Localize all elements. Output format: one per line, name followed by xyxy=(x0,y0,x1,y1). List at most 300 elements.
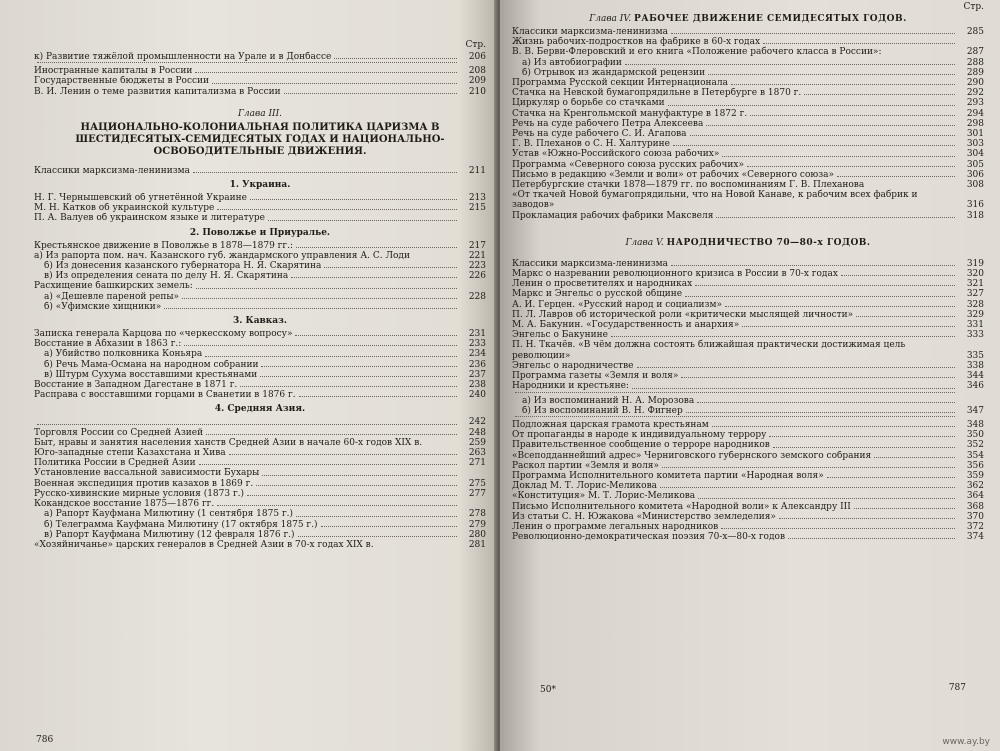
dot-leader xyxy=(298,536,457,537)
dot-leader xyxy=(37,424,457,425)
entry-title: Прокламация рабочих фабрики Максвеля xyxy=(512,210,714,221)
entry-page: 289 xyxy=(966,67,984,78)
entry-title: Классики марксизма-ленинизма xyxy=(512,258,669,269)
toc-entry xyxy=(34,390,486,400)
entry-page: 348 xyxy=(966,419,984,430)
dot-leader xyxy=(788,538,955,539)
entry-title: Русско-хивинские мирные условия (1873 г.) xyxy=(34,488,245,499)
entry-page: 329 xyxy=(966,309,984,320)
entry-page: 292 xyxy=(966,88,984,99)
entry-page: 328 xyxy=(966,299,984,310)
dot-leader xyxy=(291,277,457,278)
dot-leader xyxy=(321,526,458,527)
entry-page: 350 xyxy=(966,430,984,441)
entry-title: б) Отрывок из жандармской рецензии xyxy=(522,67,706,78)
toc-entry xyxy=(34,52,486,62)
dot-leader xyxy=(698,498,955,499)
dot-leader xyxy=(334,58,457,59)
dot-leader xyxy=(229,454,457,455)
entry-page: 333 xyxy=(966,330,984,341)
toc-entry xyxy=(512,139,984,149)
toc-entry xyxy=(34,479,486,489)
dot-leader xyxy=(324,267,457,268)
dot-leader xyxy=(673,145,955,146)
entry-title: Энгельс о народничестве xyxy=(512,360,634,371)
entry-title: Н. Г. Чернышевский об угнетённой Украине xyxy=(34,193,247,204)
toc-entry xyxy=(512,88,984,98)
dot-leader xyxy=(708,74,955,75)
dot-leader xyxy=(662,467,955,468)
toc-entry xyxy=(512,47,984,57)
dot-leader xyxy=(716,217,955,218)
toc-entry xyxy=(512,396,984,406)
entry-page: 327 xyxy=(966,289,984,300)
dot-leader xyxy=(763,43,955,44)
entry-page: 364 xyxy=(966,491,984,502)
entry-page: 234 xyxy=(468,349,486,360)
entry-page: 213 xyxy=(468,193,486,204)
entry-page: 305 xyxy=(966,159,984,170)
watermark: www.ay.by xyxy=(942,737,990,747)
section-heading: 2. Поволжье и Приуралье. xyxy=(189,227,331,238)
entry-page: 242 xyxy=(468,417,486,428)
entry-title: Маркс о назревании революционного кризиса в России в 70-х годах xyxy=(512,269,838,280)
toc-group-chapter-5 xyxy=(512,259,984,542)
entry-page: 248 xyxy=(468,427,486,438)
entry-title: Речь на суде рабочего Петра Алексеева xyxy=(512,118,704,129)
dot-leader xyxy=(695,285,955,286)
toc-entry xyxy=(34,520,486,530)
entry-page: 238 xyxy=(468,380,486,391)
toc-entry xyxy=(34,251,486,261)
toc-group-caucasus xyxy=(34,329,486,400)
entry-page: 303 xyxy=(966,139,984,150)
entry-page: 319 xyxy=(966,258,984,269)
entry-page: 263 xyxy=(468,448,486,459)
entry-page: 344 xyxy=(966,371,984,382)
entry-page: 280 xyxy=(468,529,486,540)
chapter-label: Глава V. xyxy=(625,237,664,248)
entry-page: 259 xyxy=(468,437,486,448)
toc-entry xyxy=(512,381,984,391)
entry-title: Восстание в Западном Дагестане в 1871 г. xyxy=(34,380,238,391)
entry-page: 347 xyxy=(966,405,984,416)
dot-leader xyxy=(827,477,955,478)
entry-page: 277 xyxy=(468,488,486,499)
entry-page: 228 xyxy=(468,291,486,302)
entry-title: в) Из определения сената по делу Н. Я. Скарятина xyxy=(44,271,289,282)
toc-entry xyxy=(512,532,984,542)
toc-entry xyxy=(512,361,984,371)
entry-title: В. И. Ленин о теме развития капитализма в России xyxy=(34,86,281,97)
chapter-title: НАЦИОНАЛЬНО-КОЛОНИАЛЬНАЯ ПОЛИТИКА ЦАРИЗМА В ШЕСТИДЕСЯТЫХ-СЕМИДЕСЯТЫХ ГОДАХ И НАЦИОНАЛЬНО-ОСВОБОДИТЕЛЬНЫЕ ДВИЖЕНИЯ. xyxy=(75,121,445,157)
dot-leader xyxy=(769,436,955,437)
dot-leader xyxy=(725,306,955,307)
toc-entry xyxy=(34,499,486,509)
dot-leader xyxy=(854,508,955,509)
left-page xyxy=(0,0,498,751)
dot-leader xyxy=(212,83,457,84)
dot-leader xyxy=(296,516,457,517)
dot-leader xyxy=(841,275,955,276)
dot-leader xyxy=(217,505,457,506)
dot-leader xyxy=(240,386,457,387)
entry-page: 321 xyxy=(966,279,984,290)
dot-leader xyxy=(268,220,457,221)
toc-entry xyxy=(34,360,486,370)
entry-title: Раскол партии «Земля и воля» xyxy=(512,460,659,471)
entry-page: 240 xyxy=(468,390,486,401)
entry-title: Политика России в Средней Азии xyxy=(34,458,196,469)
dot-leader xyxy=(199,464,457,465)
toc-entry xyxy=(512,160,984,170)
entry-page: 304 xyxy=(966,149,984,160)
entry-page: 293 xyxy=(966,98,984,109)
toc-entry xyxy=(34,339,486,349)
entry-title: Торговля России со Средней Азией xyxy=(34,427,204,438)
dot-leader xyxy=(299,396,457,397)
entry-title: Классики марксизма-ленинизма xyxy=(512,27,669,37)
dot-leader xyxy=(260,376,457,377)
toc-group-ukraine xyxy=(34,193,486,224)
entry-title: Записка генерала Карцова по «черкесскому вопросу» xyxy=(34,329,293,340)
toc-entry xyxy=(512,310,984,320)
entry-title: П. А. Валуев об украинском языке и литературе xyxy=(34,213,265,224)
dot-leader xyxy=(742,326,955,327)
toc-entry xyxy=(34,166,486,176)
entry-title: Военная экспедиция против казахов в 1869 г. xyxy=(34,478,254,489)
toc-entry xyxy=(512,471,984,481)
toc-entry xyxy=(512,522,984,532)
dot-leader xyxy=(217,209,457,210)
toc-entry xyxy=(512,461,984,471)
dot-leader xyxy=(295,335,457,336)
entry-page: 233 xyxy=(468,339,486,350)
toc-entry xyxy=(512,259,984,269)
entry-title: Маркс и Энгельс о русской общине xyxy=(512,289,683,300)
entry-title: Стачка на Невской бумагопрядильне в Петербурге в 1870 г. xyxy=(512,88,802,99)
toc-group-central-asia xyxy=(34,417,486,550)
entry-page: 210 xyxy=(468,86,486,97)
entry-page: 208 xyxy=(468,66,486,77)
entry-page: 294 xyxy=(966,108,984,119)
entry-title: Г. В. Плеханов о С. Н. Халтурине xyxy=(512,139,671,150)
toc-entry xyxy=(512,300,984,310)
entry-page: 362 xyxy=(966,481,984,492)
dot-leader xyxy=(731,84,955,85)
entry-page: 359 xyxy=(966,470,984,481)
entry-page: 346 xyxy=(966,381,984,392)
toc-entry xyxy=(512,37,984,47)
toc-entry xyxy=(34,349,486,359)
dot-leader xyxy=(247,495,457,496)
entry-title: Программа газеты «Земля и воля» xyxy=(512,371,679,382)
dot-leader xyxy=(196,288,457,289)
toc-entry xyxy=(34,468,486,478)
dot-leader xyxy=(660,487,955,488)
dot-leader xyxy=(779,518,955,519)
entry-title: Юго-западные степи Казахстана и Хива xyxy=(34,448,226,459)
entry-title: Восстание в Абхазии в 1863 г.: xyxy=(34,339,182,350)
toc-entry xyxy=(512,190,984,210)
toc-entry xyxy=(512,109,984,119)
toc-entry xyxy=(34,292,486,302)
entry-page: 374 xyxy=(966,532,984,543)
entry-title: Народники и крестьяне: xyxy=(512,381,629,392)
entry-page: 318 xyxy=(966,210,984,221)
dot-leader xyxy=(686,412,955,413)
entry-title: Речь на суде рабочего С. И. Агапова xyxy=(512,129,687,140)
dot-leader xyxy=(804,94,955,95)
chapter-title: НАРОДНИЧЕСТВО 70—80-х ГОДОВ. xyxy=(666,237,871,248)
entry-title: Кокандское восстание 1875—1876 гг. xyxy=(34,499,215,510)
entry-title: Крестьянское движение в Поволжье в 1878—1879 гг.: xyxy=(34,240,294,251)
toc-entry xyxy=(512,440,984,450)
entry-page: 215 xyxy=(468,203,486,214)
dot-leader xyxy=(874,457,955,458)
entry-title: Революционно-демократическая поэзия 70-х—80-х годов xyxy=(512,532,786,543)
toc-entry xyxy=(512,491,984,501)
dot-leader xyxy=(256,485,457,486)
toc-entry xyxy=(34,329,486,339)
dot-leader xyxy=(206,434,457,435)
entry-title: Устав «Южно-Российского союза рабочих» xyxy=(512,149,720,160)
toc-entry xyxy=(512,269,984,279)
toc-entry xyxy=(512,320,984,330)
dot-leader xyxy=(722,156,955,157)
entry-title: П. Л. Лавров об исторической роли «критически мыслящей личности» xyxy=(512,309,854,320)
dot-leader xyxy=(250,199,457,200)
entry-title: а) Из рапорта пом. нач. Казанского губ. жандармского управления А. С. Лоди xyxy=(34,250,410,261)
toc-entry xyxy=(34,281,486,291)
toc-entry xyxy=(34,448,486,458)
toc-entry xyxy=(34,76,486,86)
entry-title: П. Н. Ткачёв. «В чём должна состоять ближайшая практически достижимая цель революции» xyxy=(512,340,906,361)
toc-entry xyxy=(34,66,486,76)
dot-leader xyxy=(697,402,955,403)
entry-page: 221 xyxy=(468,250,486,261)
dot-leader xyxy=(671,265,955,266)
entry-title: Циркуляр о борьбе со стачками xyxy=(512,98,665,109)
chapter-label: Глава III. xyxy=(237,108,283,119)
dot-leader xyxy=(205,356,457,357)
dot-leader xyxy=(837,176,955,177)
dot-leader xyxy=(195,72,457,73)
dot-leader xyxy=(706,125,955,126)
toc-entry xyxy=(34,261,486,271)
entry-page: 287 xyxy=(966,47,984,58)
entry-page: 271 xyxy=(468,458,486,469)
dot-leader xyxy=(625,64,955,65)
entry-title: а) «Дешевле пареной репы» xyxy=(44,291,180,302)
toc-group-top xyxy=(34,52,486,97)
entry-title: б) Телеграмма Кауфмана Милютину (17 октября 1875 г.) xyxy=(44,519,318,530)
dot-leader xyxy=(515,392,955,393)
dot-leader xyxy=(182,298,457,299)
toc-entry xyxy=(34,489,486,499)
entry-title: Письмо Исполнительного комитета «Народной воли» к Александру III xyxy=(512,501,851,512)
entry-page: 298 xyxy=(966,118,984,129)
entry-title: Иностранные капиталы в России xyxy=(34,66,193,77)
entry-title: б) Из воспоминаний В. Н. Фигнер xyxy=(522,405,683,416)
entry-title: «От ткачей Новой бумагопрядильни, что на Новой Канаве, к рабочим всех фабрик и заводов» xyxy=(512,190,918,211)
entry-title: Письмо в редакцию «Земли и воли» от рабочих «Северного союза» xyxy=(512,169,835,180)
toc-entry xyxy=(512,211,984,221)
dot-leader xyxy=(296,247,457,248)
entry-title: Стачка на Кренгольмской мануфактуре в 1872 г. xyxy=(512,108,748,119)
dot-leader xyxy=(611,336,955,337)
entry-title: Ленин о программе легальных народников xyxy=(512,521,719,532)
toc-entry xyxy=(34,438,486,448)
entry-title: Доклад М. Т. Лорис-Меликова xyxy=(512,481,658,492)
entry-title: От пропаганды в народе к индивидуальному террору xyxy=(512,430,767,441)
toc-entry xyxy=(512,170,984,180)
toc-entry xyxy=(512,512,984,522)
toc-entry xyxy=(34,302,486,312)
entry-page: 278 xyxy=(468,509,486,520)
entry-page: 354 xyxy=(966,450,984,461)
dot-leader xyxy=(637,367,956,368)
page-number: 786 xyxy=(36,735,54,745)
page-column-header: Стр. xyxy=(963,2,984,12)
entry-title: б) «Уфимские хищники» xyxy=(44,301,162,312)
toc-entry xyxy=(34,417,486,427)
entry-page: 316 xyxy=(966,200,984,211)
entry-page: 370 xyxy=(966,511,984,522)
entry-title: М. Н. Катков об украинской культуре xyxy=(34,203,215,214)
entry-page: 288 xyxy=(966,57,984,68)
entry-title: Программа Русской секции Интернационала xyxy=(512,78,728,89)
entry-page: 301 xyxy=(966,129,984,140)
entry-title: Расправа с восставшими горцами в Сванетии в 1876 г. xyxy=(34,390,296,401)
section-heading: 4. Средняя Азия. xyxy=(214,404,306,415)
entry-title: Из статьи С. Н. Южакова «Министерство земледелия» xyxy=(512,511,776,522)
toc-group-volga xyxy=(34,241,486,312)
entry-page: 279 xyxy=(468,519,486,530)
dot-leader xyxy=(164,308,457,309)
toc-entry xyxy=(512,340,984,360)
entry-page: 285 xyxy=(966,27,984,37)
toc-entry xyxy=(512,129,984,139)
entry-page: 237 xyxy=(468,369,486,380)
toc-entry xyxy=(512,78,984,88)
entry-title: к) Развитие тяжёлой промышленности на Урале и в Донбассе xyxy=(34,52,332,62)
entry-page: 217 xyxy=(468,240,486,251)
dot-leader xyxy=(681,377,955,378)
entry-title: «Всеподданнейший адрес» Черниговского губернского земского собрания xyxy=(512,450,872,461)
entry-title: Программа Исполнительного комитета партии «Народная воля» xyxy=(512,470,824,481)
toc-entry xyxy=(34,530,486,540)
right-page xyxy=(500,0,1000,751)
entry-page: 211 xyxy=(468,165,486,176)
printer-signature: 50* xyxy=(540,685,556,695)
entry-title: Быт, нравы и занятия населения ханств Средней Азии в начале 60-х годов XIX в. xyxy=(34,437,423,448)
toc-entry xyxy=(34,203,486,213)
entry-title: Правительственное сообщение о терроре народников xyxy=(512,440,770,451)
entry-title: Государственные бюджеты в России xyxy=(34,76,210,87)
dot-leader xyxy=(685,296,955,297)
toc-entry xyxy=(512,330,984,340)
toc-entry xyxy=(512,430,984,440)
toc-entry xyxy=(34,540,486,550)
dot-leader xyxy=(184,345,457,346)
toc-group-chapter-4 xyxy=(512,27,984,221)
toc-entry xyxy=(34,370,486,380)
entry-title: а) Из воспоминаний Н. А. Морозова xyxy=(522,395,695,406)
section-heading: 3. Кавказ. xyxy=(232,316,287,327)
entry-title: Ленин о просветителях и народниках xyxy=(512,279,693,290)
entry-page: 320 xyxy=(966,269,984,280)
dot-leader xyxy=(747,166,955,167)
dot-leader xyxy=(284,93,457,94)
entry-page: 231 xyxy=(468,329,486,340)
dot-leader xyxy=(721,528,955,529)
entry-page: 356 xyxy=(966,460,984,471)
toc-entry xyxy=(34,380,486,390)
toc-entry xyxy=(512,27,984,37)
toc-entry xyxy=(34,458,486,468)
entry-page: 352 xyxy=(966,440,984,451)
entry-page: 206 xyxy=(468,52,486,62)
section-heading: 1. Украина. xyxy=(229,180,291,191)
entry-title: а) Рапорт Кауфмана Милютину (1 сентября 1875 г.) xyxy=(44,509,294,520)
dot-leader xyxy=(712,426,955,427)
dot-leader xyxy=(856,316,955,317)
dot-leader xyxy=(690,135,955,136)
chapter-title: РАБОЧЕЕ ДВИЖЕНИЕ СЕМИДЕСЯТЫХ ГОДОВ. xyxy=(634,14,907,24)
toc-entry xyxy=(512,289,984,299)
entry-title: Подложная царская грамота крестьянам xyxy=(512,419,709,430)
entry-title: «Конституция» М. Т. Лорис-Меликова xyxy=(512,491,696,502)
entry-title: В. В. Берви-Флеровский и его книга «Положение рабочего класса в России»: xyxy=(512,47,882,58)
toc-entry xyxy=(512,68,984,78)
chapter-label: Глава IV. xyxy=(589,14,632,24)
entry-page: 281 xyxy=(468,539,486,550)
dot-leader xyxy=(632,388,955,389)
entry-title: Жизнь рабочих-подростков на фабрике в 60-х годах xyxy=(512,37,761,48)
entry-page: 290 xyxy=(966,78,984,89)
entry-title: б) Речь Мама-Османа на народном собрании xyxy=(44,359,259,370)
entry-title: Классики марксизма-ленинизма xyxy=(34,165,191,176)
entry-page: 209 xyxy=(468,76,486,87)
entry-page: 236 xyxy=(468,359,486,370)
entry-title: а) Убийство полковника Коньяра xyxy=(44,349,203,360)
dot-leader xyxy=(261,366,457,367)
entry-title: Петербургские стачки 1878—1879 гг. по воспоминаниям Г. В. Плеханова xyxy=(512,180,865,191)
toc-entry xyxy=(34,213,486,223)
toc-entry xyxy=(34,241,486,251)
entry-title: в) Штурм Сухума восставшими крестьянами xyxy=(44,369,258,380)
entry-page: 372 xyxy=(966,521,984,532)
toc-entry xyxy=(512,371,984,381)
dot-leader xyxy=(37,62,457,63)
toc-entry xyxy=(512,451,984,461)
toc-entry xyxy=(512,58,984,68)
entry-page: 275 xyxy=(468,478,486,489)
entry-title: Энгельс о Бакунине xyxy=(512,330,608,341)
dot-leader xyxy=(750,115,955,116)
entry-title: Расхищение башкирских земель: xyxy=(34,281,193,292)
dot-leader xyxy=(668,105,955,106)
entry-page: 308 xyxy=(966,180,984,191)
entry-page: 331 xyxy=(966,320,984,331)
toc-entry xyxy=(34,509,486,519)
page-column-header: Стр. xyxy=(465,40,486,50)
entry-page: 223 xyxy=(468,261,486,272)
toc-entry xyxy=(512,180,984,190)
toc-entry xyxy=(512,502,984,512)
entry-title: Программа «Северного союза русских рабочих» xyxy=(512,159,745,170)
